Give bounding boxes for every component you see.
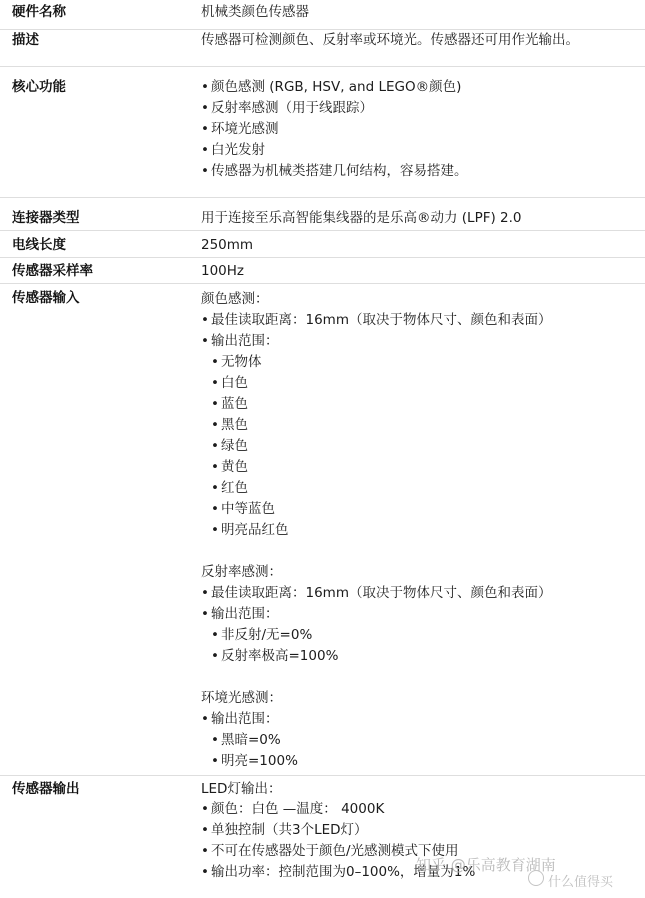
section-heading-led: LED灯输出： [201,781,282,797]
row-value-hardware-name: 机械类颜色传感器 [201,4,309,20]
row-value-description: 传感器可检测颜色、反射率或环境光。传感器还可用作光输出。 [201,32,579,48]
row-value-cable-length: 250mm [201,237,254,253]
row-value-sample-rate: 100Hz [201,263,245,279]
row-label-connector-type: 连接器类型 [12,210,80,226]
list-item: • 最佳读取距离：16mm（取决于物体尺寸、颜色和表面） [201,312,552,328]
row-divider [0,66,645,67]
list-item: • 输出范围： [201,711,279,727]
list-item: • 反射率感测（用于线跟踪） [201,100,373,116]
sub-list-item: • 黑暗=0% [211,732,281,748]
section-heading-ambient: 环境光感测： [201,690,282,706]
row-divider [0,775,645,776]
list-item: • 单独控制（共3个LED灯） [201,822,368,838]
list-item: • 输出功率：控制范围为0–100%，增量为1% [201,864,476,880]
list-item: • 最佳读取距离：16mm（取决于物体尺寸、颜色和表面） [201,585,552,601]
sub-list-item: • 非反射/无=0% [211,627,313,643]
list-item: • 白光发射 [201,142,265,158]
list-item: • 颜色感测 (RGB, HSV, and LEGO®颜色) [201,79,462,95]
sub-list-item: • 绿色 [211,438,248,454]
row-divider [0,230,645,231]
watermark-site-text: 什么值得买 [548,875,614,890]
list-item: • 环境光感测 [201,121,279,137]
sub-list-item: • 黄色 [211,459,248,475]
sub-list-item: • 蓝色 [211,396,248,412]
row-divider [0,257,645,258]
sub-list-item: • 无物体 [211,354,262,370]
section-heading-color: 颜色感测： [201,291,269,307]
row-label-sample-rate: 传感器采样率 [12,263,93,279]
row-label-hardware-name: 硬件名称 [12,4,66,20]
list-item: • 输出范围： [201,606,279,622]
row-divider [0,283,645,284]
watermark-logo-icon [528,870,544,886]
row-divider [0,197,645,198]
row-label-description: 描述 [12,32,39,48]
sub-list-item: • 红色 [211,480,248,496]
row-value-connector-type: 用于连接至乐高智能集线器的是乐高®动力 (LPF) 2.0 [201,210,522,226]
row-divider [0,29,645,30]
list-item: • 颜色：白色 —温度： 4000K [201,801,385,817]
row-label-sensor-output: 传感器输出 [12,781,80,797]
row-label-cable-length: 电线长度 [12,237,66,253]
section-heading-reflect: 反射率感测： [201,564,282,580]
sub-list-item: • 明亮品红色 [211,522,289,538]
row-label-core-features: 核心功能 [12,79,66,95]
list-item: • 传感器为机械类搭建几何结构，容易搭建。 [201,163,468,179]
sub-list-item: • 明亮=100% [211,753,298,769]
watermark-text: 知乎 @乐高教育湖南 [416,856,556,874]
sub-list-item: • 反射率极高=100% [211,648,339,664]
list-item: • 输出范围： [201,333,279,349]
sub-list-item: • 黑色 [211,417,248,433]
sub-list-item: • 白色 [211,375,248,391]
row-label-sensor-input: 传感器输入 [12,290,80,306]
list-item: • 不可在传感器处于颜色/光感测模式下使用 [201,843,459,859]
sub-list-item: • 中等蓝色 [211,501,275,517]
